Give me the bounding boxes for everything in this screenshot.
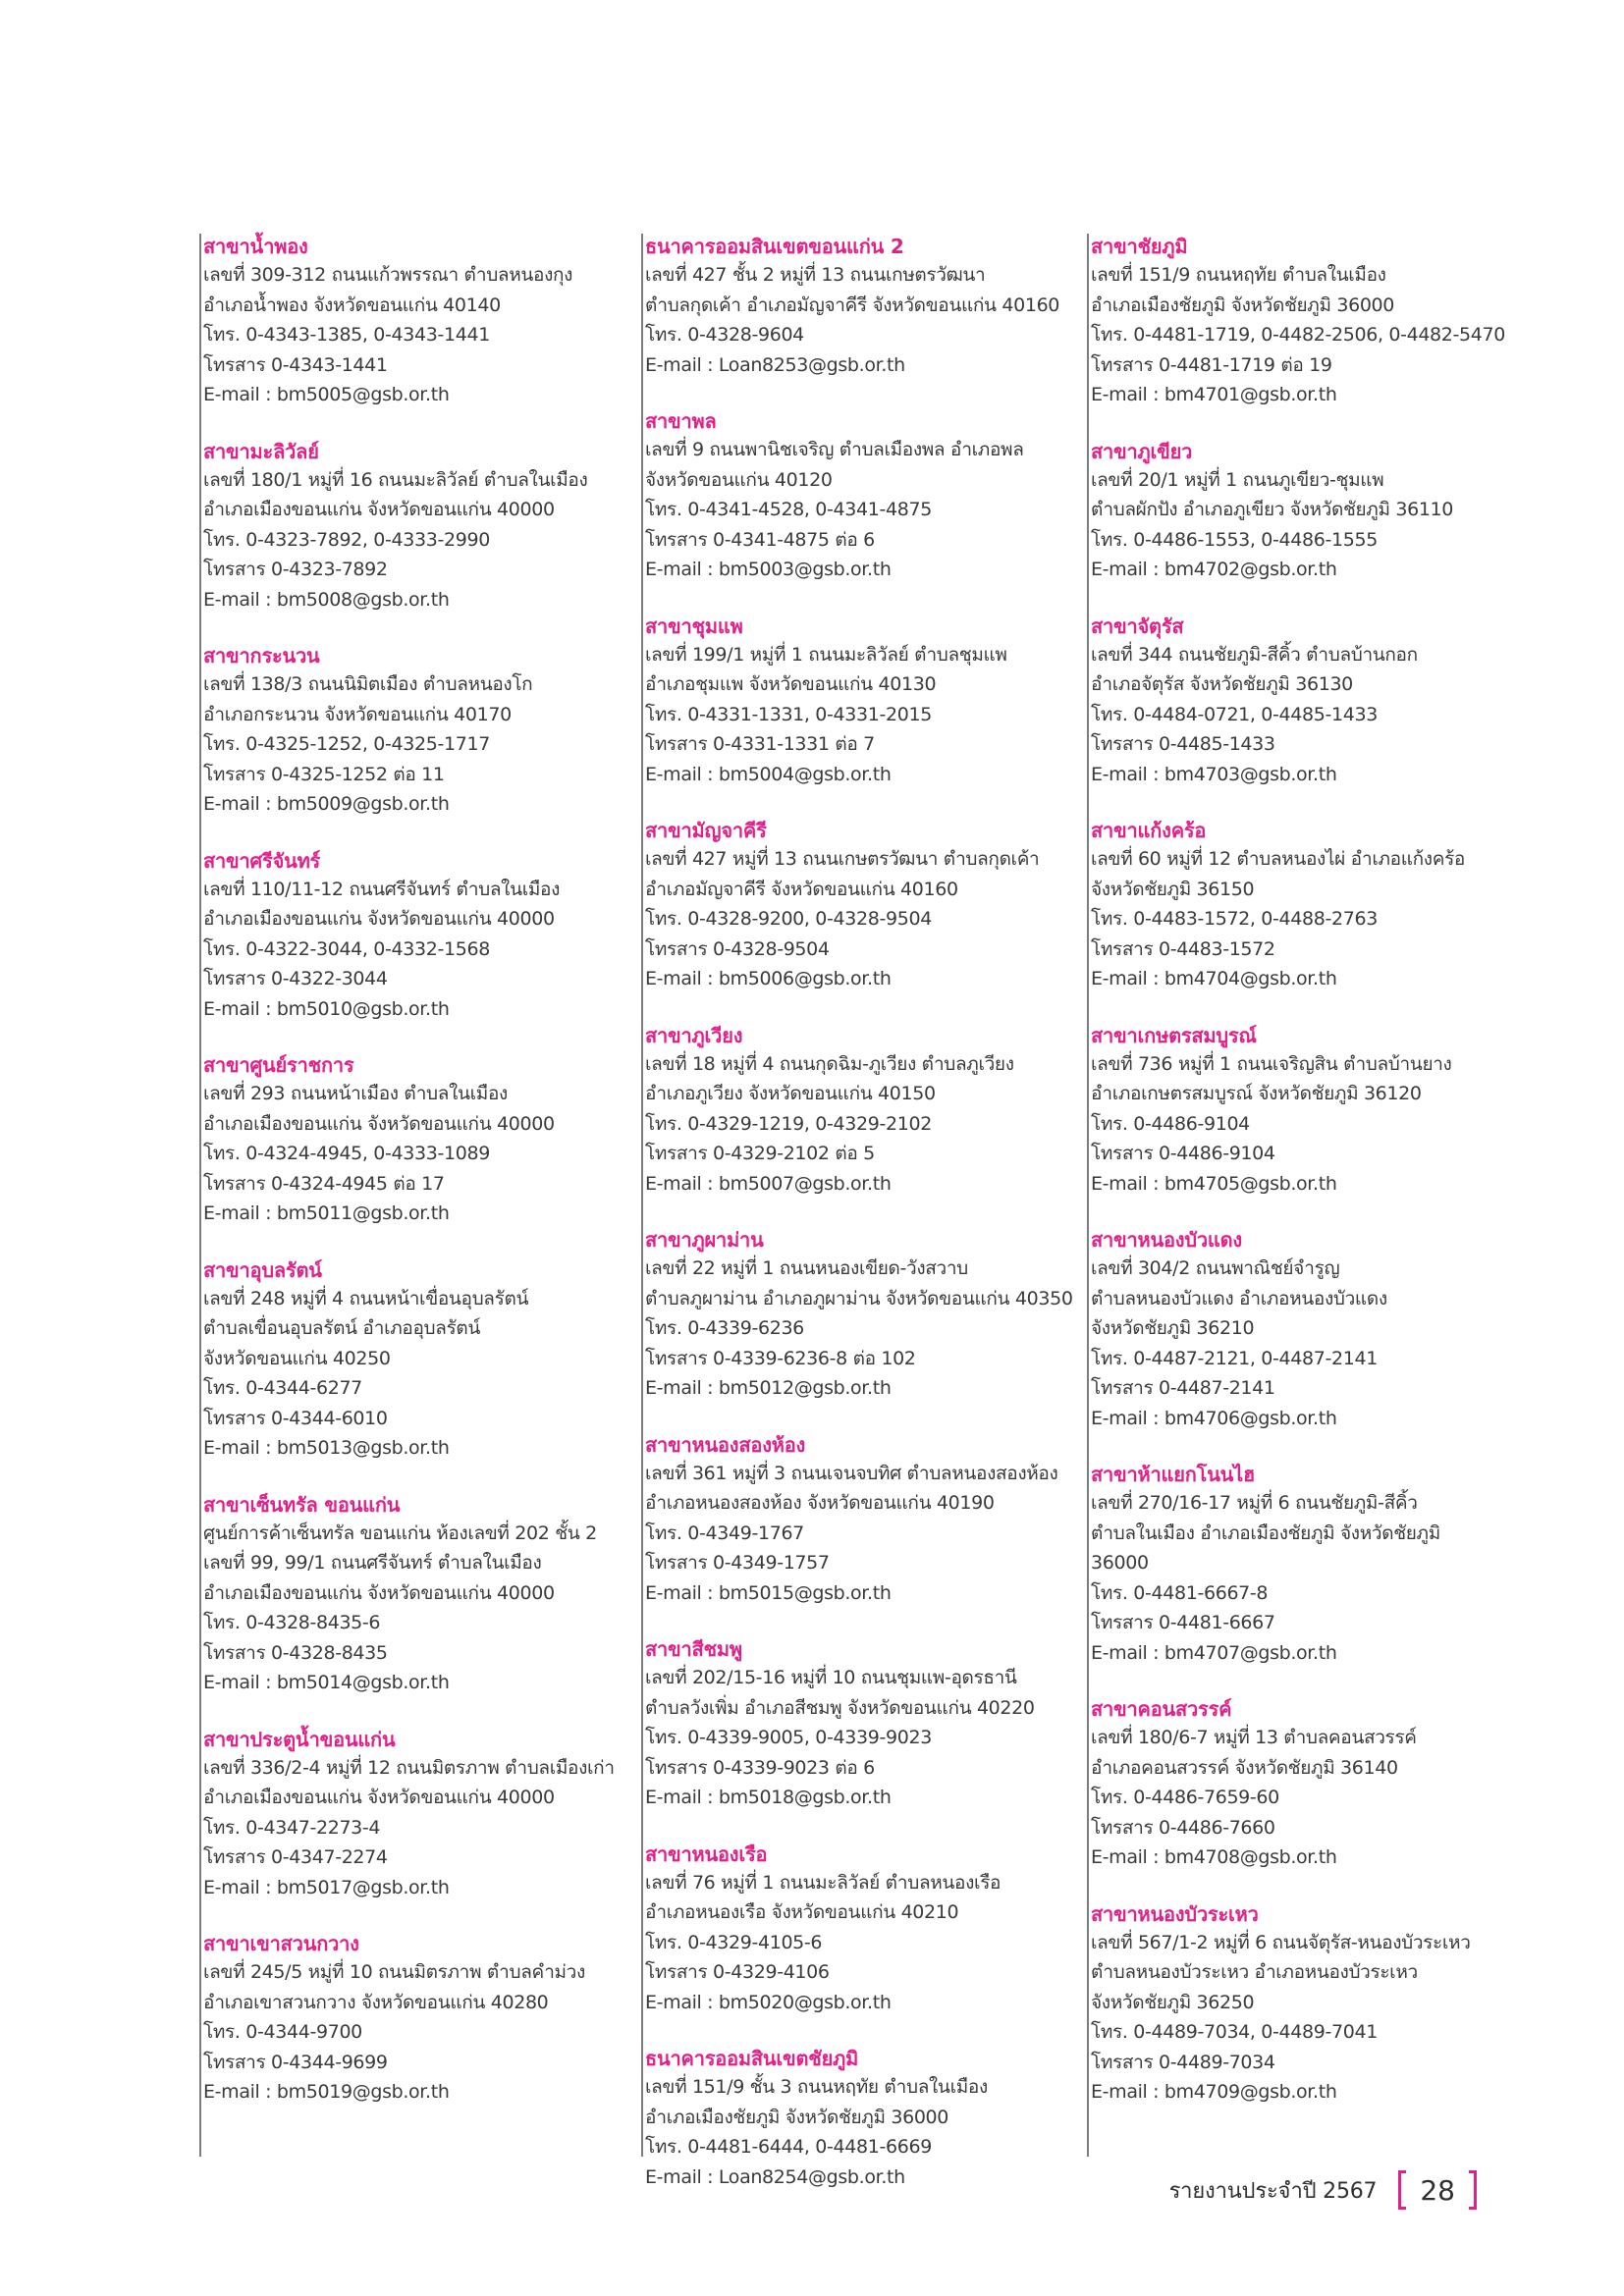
branch-detail-line: อำเภอเมืองขอนแก่น จังหวัดขอนแก่น 40000 (203, 1112, 555, 1135)
branch-detail-line: โทร. 0-4329-1219, 0-4329-2102 (645, 1112, 932, 1135)
branch-entry (203, 1257, 622, 1464)
branch-entry (203, 1727, 622, 1903)
branch-email: E-mail : bm5003@gsb.or.th (645, 559, 892, 580)
left-bracket-icon (1398, 2170, 1406, 2210)
branch-email: E-mail : bm4702@gsb.or.th (1091, 559, 1337, 580)
right-bracket-icon (1469, 2170, 1477, 2210)
branch-entry (645, 1227, 1073, 1404)
branch-detail-line: โทร. 0-4331-1331, 0-4331-2015 (645, 703, 932, 725)
branch-detail-line: เลขที่ 110/11-12 ถนนศรีจันทร์ ตำบลในเมือง (203, 878, 561, 900)
branch-detail-line: เลขที่ 567/1-2 หมู่ที่ 6 ถนนจัตุรัส-หนองบัวระเหว (1091, 1931, 1471, 1953)
branch-title: สาขาเกษตรสมบูรณ์ (1091, 1023, 1257, 1047)
branch-detail-line: เลขที่ 293 ถนนหน้าเมือง ตำบลในเมือง (203, 1083, 508, 1104)
branch-detail-line: โทรสาร 0-4324-4945 ต่อ 17 (203, 1172, 445, 1195)
branch-detail-line: โทร. 0-4487-2121, 0-4487-2141 (1091, 1347, 1378, 1369)
branch-title: สาขาพล (645, 409, 717, 433)
branch-title: สาขาหนองบัวระเหว (1091, 1901, 1259, 1926)
branch-email: E-mail : bm4709@gsb.or.th (1091, 2081, 1337, 2103)
branch-entry (645, 1432, 1073, 1609)
branch-detail-line: อำเภอเกษตรสมบูรณ์ จังหวัดชัยภูมิ 36120 (1091, 1083, 1422, 1104)
branch-detail-line: โทรสาร 0-4349-1757 (645, 1552, 830, 1574)
branch-detail-line: อำเภอน้ำพอง จังหวัดขอนแก่น 40140 (203, 294, 501, 316)
branch-entry (1091, 1023, 1519, 1200)
branch-entry (203, 848, 622, 1025)
branch-detail-line: โทร. 0-4323-7892, 0-4333-2990 (203, 528, 490, 551)
branch-detail-line: เลขที่ 20/1 หมู่ที่ 1 ถนนภูเขียว-ชุมแพ (1091, 468, 1384, 491)
branch-detail-line: อำเภอเมืองขอนแก่น จังหวัดขอนแก่น 40000 (203, 1581, 555, 1604)
branch-email: E-mail : bm5012@gsb.or.th (645, 1377, 892, 1399)
branch-detail-line: เลขที่ 361 หมู่ที่ 3 ถนนเจนจบทิศ ตำบลหนองสองห้อง (645, 1462, 1058, 1484)
branch-title: สาขามัญจาคีรี (645, 819, 767, 842)
branch-detail-line: อำเภอกระนวน จังหวัดขอนแก่น 40170 (203, 703, 512, 725)
branch-detail-line: โทร. 0-4481-6444, 0-4481-6669 (645, 2136, 932, 2158)
branch-detail-line: จังหวัดชัยภูมิ 36250 (1091, 1991, 1255, 2013)
branch-detail-line: โทรสาร 0-4339-9023 ต่อ 6 (645, 1756, 875, 1779)
branch-email: E-mail : bm5004@gsb.or.th (645, 763, 892, 785)
branch-email: E-mail : bm5007@gsb.or.th (645, 1172, 892, 1195)
branch-email: E-mail : bm5013@gsb.or.th (203, 1437, 450, 1459)
branch-entry (1091, 1462, 1519, 1668)
branch-title: สาขาหนองเรือ (645, 1842, 768, 1866)
branch-detail-line: โทร. 0-4481-6667-8 (1091, 1581, 1269, 1604)
branch-detail-line: โทรสาร 0-4328-8435 (203, 1641, 388, 1664)
branch-detail-line: โทรสาร 0-4481-1719 ต่อ 19 (1091, 353, 1332, 376)
branch-entry (645, 614, 1073, 790)
branch-detail-line: เลขที่ 427 ชั้น 2 หมู่ที่ 13 ถนนเกษตรวัฒนา (645, 264, 986, 286)
branch-detail-line: เลขที่ 199/1 หมู่ที่ 1 ถนนมะลิวัลย์ ตำบลชุมแพ (645, 643, 1007, 666)
branch-detail-line: เลขที่ 138/3 ถนนนิมิตเมือง ตำบลหนองโก (203, 673, 533, 695)
branch-detail-line: โทร. 0-4339-6236 (645, 1317, 804, 1339)
branch-email: E-mail : bm4705@gsb.or.th (1091, 1172, 1337, 1195)
branch-detail-line: ตำบลภูผาม่าน อำเภอภูผาม่าน จังหวัดขอนแก่น 40350 (645, 1287, 1073, 1309)
branch-title: สาขาแก้งคร้อ (1091, 819, 1207, 842)
branch-detail-line: โทรสาร 0-4485-1433 (1091, 733, 1275, 755)
branch-title: สาขาประตูน้ำขอนแก่น (203, 1727, 396, 1751)
branch-title: สาขาชุมแพ (645, 614, 743, 638)
branch-title: สาขาน้ำพอง (203, 235, 308, 258)
branch-entry (645, 1023, 1073, 1200)
branch-detail-line: อำเภอคอนสวรรค์ จังหวัดชัยภูมิ 36140 (1091, 1756, 1398, 1779)
branch-detail-line: โทร. 0-4328-9200, 0-4328-9504 (645, 908, 932, 930)
branch-detail-line: โทร. 0-4329-4105-6 (645, 1931, 823, 1953)
branch-detail-line: โทร. 0-4325-1252, 0-4325-1717 (203, 733, 490, 755)
branch-detail-line: จังหวัดชัยภูมิ 36210 (1091, 1317, 1255, 1339)
branch-email: E-mail : bm5020@gsb.or.th (645, 1991, 892, 2013)
branch-detail-line: อำเภอเมืองชัยภูมิ จังหวัดชัยภูมิ 36000 (645, 2106, 949, 2128)
branch-entry (1091, 1696, 1519, 1873)
branch-detail-line: โทรสาร 0-4347-2274 (203, 1846, 388, 1868)
branch-title: สาขาศรีจันทร์ (203, 848, 321, 873)
branch-detail-line: เลขที่ 18 หมู่ที่ 4 ถนนกุดฉิม-ภูเวียง ตำบลภูเวียง (645, 1052, 1014, 1075)
branch-entry (203, 1931, 622, 2108)
branch-entry (203, 234, 622, 410)
branch-title: สาขาภูเวียง (645, 1023, 743, 1047)
branch-detail-line: อำเภอเมืองขอนแก่น จังหวัดขอนแก่น 40000 (203, 908, 555, 930)
branch-detail-line: โทรสาร 0-4328-9504 (645, 937, 830, 960)
branch-detail-line: เลขที่ 270/16-17 หมู่ที่ 6 ถนนชัยภูมิ-สีคิ้ว (1091, 1492, 1418, 1514)
branch-detail-line: อำเภอเมืองขอนแก่น จังหวัดขอนแก่น 40000 (203, 1787, 555, 1808)
branch-detail-line: อำเภอจัตุรัส จังหวัดชัยภูมิ 36130 (1091, 673, 1353, 695)
branch-detail-line: ตำบลในเมือง อำเภอเมืองชัยภูมิ จังหวัดชัยภูมิ (1091, 1522, 1440, 1544)
branch-detail-line: อำเภอเมืองขอนแก่น จังหวัดขอนแก่น 40000 (203, 499, 555, 520)
branch-entry (1091, 1901, 1519, 2108)
branch-email: E-mail : bm4701@gsb.or.th (1091, 384, 1337, 405)
branch-detail-line: โทร. 0-4484-0721, 0-4485-1433 (1091, 703, 1378, 725)
branch-detail-line: อำเภอหนองเรือ จังหวัดขอนแก่น 40210 (645, 1901, 959, 1923)
branch-email: E-mail : bm5006@gsb.or.th (645, 968, 892, 989)
branch-entry (203, 1052, 622, 1229)
branch-detail-line: อำเภอภูเวียง จังหวัดขอนแก่น 40150 (645, 1083, 936, 1104)
branch-detail-line: เลขที่ 344 ถนนชัยภูมิ-สีคิ้ว ตำบลบ้านกอก (1091, 643, 1418, 666)
branch-entry (1091, 818, 1519, 994)
branch-detail-line: อำเภอเขาสวนกวาง จังหวัดขอนแก่น 40280 (203, 1991, 549, 2013)
branch-detail-line: จังหวัดขอนแก่น 40120 (645, 468, 833, 491)
branch-title: สาขาศูนย์ราชการ (203, 1053, 354, 1077)
branch-entry (645, 2046, 1073, 2192)
column-2 (641, 234, 1073, 2188)
branch-entry (645, 1842, 1073, 2018)
branch-detail-line: โทร. 0-4481-1719, 0-4482-2506, 0-4482-5470 (1091, 324, 1505, 346)
branch-detail-line: จังหวัดชัยภูมิ 36150 (1091, 878, 1255, 900)
branch-detail-line: เลขที่ 202/15-16 หมู่ที่ 10 ถนนชุมแพ-อุดรธานี (645, 1667, 1017, 1688)
branch-title: ธนาคารออมสินเขตชัยภูมิ (645, 2047, 859, 2070)
branch-detail-line: โทรสาร 0-4331-1331 ต่อ 7 (645, 733, 875, 755)
branch-detail-line: จังหวัดขอนแก่น 40250 (203, 1347, 391, 1369)
branch-detail-line: โทรสาร 0-4486-9104 (1091, 1143, 1275, 1164)
branch-entry (1091, 614, 1519, 790)
branch-detail-line: เลขที่ 180/1 หมู่ที่ 16 ถนนมะลิวัลย์ ตำบลในเมือง (203, 468, 588, 491)
branch-detail-line: อำเภอเมืองชัยภูมิ จังหวัดชัยภูมิ 36000 (1091, 294, 1395, 316)
branch-detail-line: โทร. 0-4489-7034, 0-4489-7041 (1091, 2021, 1378, 2043)
branch-title: สาขาหนองสองห้อง (645, 1432, 806, 1457)
branch-detail-line: เลขที่ 22 หมู่ที่ 1 ถนนหนองเขียด-วังสวาบ (645, 1257, 968, 1279)
branch-detail-line: โทร. 0-4349-1767 (645, 1522, 804, 1544)
branch-entry (1091, 234, 1519, 410)
branch-detail-line: 36000 (1091, 1552, 1149, 1574)
branch-detail-line: โทรสาร 0-4341-4875 ต่อ 6 (645, 528, 875, 551)
branch-detail-line: เลขที่ 180/6-7 หมู่ที่ 13 ตำบลคอนสวรรค์ (1091, 1727, 1417, 1748)
branch-title: สาขากระนวน (203, 644, 320, 667)
branch-entry (1091, 1227, 1519, 1433)
branch-detail-line: โทร. 0-4483-1572, 0-4488-2763 (1091, 908, 1378, 930)
branch-email: E-mail : bm4704@gsb.or.th (1091, 968, 1337, 989)
branch-title: สาขาจัตุรัส (1091, 614, 1184, 638)
column-3 (1087, 234, 1519, 2157)
branch-entry (203, 643, 622, 820)
branch-email: E-mail : bm4707@gsb.or.th (1091, 1641, 1337, 1664)
branch-detail-line: เลขที่ 304/2 ถนนพาณิชย์จำรูญ (1091, 1257, 1340, 1279)
branch-title: สาขาคอนสวรรค์ (1091, 1697, 1232, 1721)
page-number: 28 (1420, 2173, 1455, 2207)
branch-entry (203, 1492, 622, 1698)
branch-detail-line: เลขที่ 99, 99/1 ถนนศรีจันทร์ ตำบลในเมือง (203, 1552, 542, 1574)
branch-detail-line: เลขที่ 76 หมู่ที่ 1 ถนนมะลิวัลย์ ตำบลหนองเรือ (645, 1871, 1001, 1894)
branch-email: E-mail : bm4708@gsb.or.th (1091, 1846, 1337, 1868)
branch-entry (645, 818, 1073, 994)
branch-detail-line: อำเภอหนองสองห้อง จังหวัดขอนแก่น 40190 (645, 1492, 995, 1514)
branch-title: สาขาภูเขียว (1091, 439, 1193, 463)
branch-detail-line: โทร. 0-4343-1385, 0-4343-1441 (203, 324, 490, 346)
branch-detail-line: โทร. 0-4347-2273-4 (203, 1816, 381, 1839)
branch-entry (645, 408, 1073, 585)
branch-detail-line: เลขที่ 245/5 หมู่ที่ 10 ถนนมิตรภาพ ตำบลคำม่วง (203, 1961, 585, 1983)
branch-email: E-mail : bm5014@gsb.or.th (203, 1672, 450, 1693)
branch-entry (1091, 439, 1519, 585)
branch-detail-line: โทร. 0-4324-4945, 0-4333-1089 (203, 1143, 490, 1164)
branch-detail-line: ตำบลเขื่อนอุบลรัตน์ อำเภออุบลรัตน์ (203, 1317, 481, 1339)
branch-email: E-mail : Loan8254@gsb.or.th (645, 2165, 905, 2188)
branch-title: สาขามะลิวัลย์ (203, 439, 319, 463)
branch-detail-line: โทรสาร 0-4483-1572 (1091, 937, 1275, 960)
branch-detail-line: ตำบลหนองบัวระเหว อำเภอหนองบัวระเหว (1091, 1961, 1418, 1983)
branch-detail-line: ศูนย์การค้าเซ็นทรัล ขอนแก่น ห้องเลขที่ 202 ชั้น 2 (203, 1522, 597, 1544)
branch-email: E-mail : bm5005@gsb.or.th (203, 384, 450, 405)
branch-email: E-mail : bm4703@gsb.or.th (1091, 763, 1337, 785)
branch-title: สาขาเขาสวนกวาง (203, 1932, 359, 1955)
branch-entry (645, 234, 1073, 380)
branch-title: สาขาเซ็นทรัล ขอนแก่น (203, 1492, 401, 1517)
branch-detail-line: เลขที่ 427 หมู่ที่ 13 ถนนเกษตรวัฒนา ตำบลกุดเค้า (645, 848, 1040, 870)
branch-detail-line: ตำบลหนองบัวแดง อำเภอหนองบัวแดง (1091, 1287, 1387, 1309)
branch-detail-line: โทรสาร 0-4325-1252 ต่อ 11 (203, 763, 445, 785)
branch-detail-line: โทร. 0-4486-7659-60 (1091, 1787, 1279, 1808)
branch-detail-line: ตำบลผักปัง อำเภอภูเขียว จังหวัดชัยภูมิ 36110 (1091, 499, 1454, 520)
branch-detail-line: โทรสาร 0-4344-9699 (203, 2051, 388, 2073)
branch-detail-line: โทรสาร 0-4329-4106 (645, 1961, 830, 1983)
branch-detail-line: โทร. 0-4341-4528, 0-4341-4875 (645, 499, 932, 520)
branch-detail-line: โทร. 0-4344-9700 (203, 2021, 362, 2043)
branch-detail-line: เลขที่ 9 ถนนพานิชเจริญ ตำบลเมืองพล อำเภอพล (645, 439, 1024, 460)
branch-detail-line: เลขที่ 151/9 ชั้น 3 ถนนหฤทัย ตำบลในเมือง (645, 2076, 988, 2098)
branch-title: สาขาชัยภูมิ (1091, 235, 1188, 258)
branch-email: E-mail : bm5017@gsb.or.th (203, 1876, 450, 1898)
branch-entry (645, 1636, 1073, 1813)
branch-title: สาขาห้าแยกโนนไฮ (1091, 1463, 1256, 1486)
branch-title: สาขาอุบลรัตน์ (203, 1257, 322, 1282)
branch-title: ธนาคารออมสินเขตขอนแก่น 2 (645, 235, 904, 258)
branch-email: E-mail : Loan8253@gsb.or.th (645, 353, 905, 376)
column-1 (199, 234, 622, 2157)
branch-email: E-mail : bm5008@gsb.or.th (203, 588, 450, 611)
branch-entry (203, 439, 622, 615)
branch-email: E-mail : bm5015@gsb.or.th (645, 1581, 892, 1604)
branch-detail-line: โทรสาร 0-4322-3044 (203, 968, 388, 989)
branch-detail-line: เลขที่ 336/2-4 หมู่ที่ 12 ถนนมิตรภาพ ตำบลเมืองเก่า (203, 1756, 615, 1779)
branch-detail-line: เลขที่ 60 หมู่ที่ 12 ตำบลหนองไผ่ อำเภอแก้งคร้อ (1091, 848, 1465, 870)
branch-detail-line: ตำบลกุดเค้า อำเภอมัญจาคีรี จังหวัดขอนแก่น 40160 (645, 294, 1060, 316)
branch-email: E-mail : bm5018@gsb.or.th (645, 1787, 892, 1808)
branch-detail-line: โทรสาร 0-4487-2141 (1091, 1377, 1275, 1399)
branch-detail-line: ตำบลวังเพิ่ม อำเภอสีชมพู จังหวัดขอนแก่น 40220 (645, 1696, 1035, 1719)
branch-detail-line: เลขที่ 248 หมู่ที่ 4 ถนนหน้าเขื่อนอุบลรัตน์ (203, 1287, 529, 1309)
page-footer (1169, 2164, 1477, 2216)
branch-detail-line: อำเภอมัญจาคีรี จังหวัดขอนแก่น 40160 (645, 878, 958, 900)
branch-detail-line: โทร. 0-4486-1553, 0-4486-1555 (1091, 528, 1378, 551)
branch-email: E-mail : bm4706@gsb.or.th (1091, 1407, 1337, 1429)
branch-detail-line: โทรสาร 0-4329-2102 ต่อ 5 (645, 1143, 875, 1164)
report-label: รายงานประจำปี 2567 (1168, 2178, 1378, 2204)
branch-email: E-mail : bm5010@gsb.or.th (203, 997, 450, 1020)
branch-detail-line: เลขที่ 309-312 ถนนแก้วพรรณา ตำบลหนองกุง (203, 264, 573, 286)
branch-detail-line: โทรสาร 0-4489-7034 (1091, 2051, 1275, 2073)
branch-title: สาขาหนองบัวแดง (1091, 1228, 1242, 1252)
branch-detail-line: โทรสาร 0-4339-6236-8 ต่อ 102 (645, 1347, 916, 1369)
branch-detail-line: โทร. 0-4339-9005, 0-4339-9023 (645, 1727, 932, 1748)
branch-detail-line: โทรสาร 0-4486-7660 (1091, 1816, 1275, 1839)
branch-detail-line: เลขที่ 736 หมู่ที่ 1 ถนนเจริญสิน ตำบลบ้านยาง (1091, 1052, 1452, 1075)
branch-detail-line: โทร. 0-4328-8435-6 (203, 1612, 381, 1633)
branch-detail-line: โทรสาร 0-4344-6010 (203, 1407, 388, 1429)
branch-detail-line: โทร. 0-4322-3044, 0-4332-1568 (203, 937, 490, 960)
branch-email: E-mail : bm5011@gsb.or.th (203, 1202, 450, 1224)
branch-detail-line: โทรสาร 0-4481-6667 (1091, 1612, 1275, 1633)
branch-detail-line: โทรสาร 0-4343-1441 (203, 353, 388, 376)
branch-detail-line: เลขที่ 151/9 ถนนหฤทัย ตำบลในเมือง (1091, 264, 1386, 286)
branch-title: สาขาสีชมพู (645, 1637, 742, 1661)
branch-detail-line: อำเภอชุมแพ จังหวัดขอนแก่น 40130 (645, 673, 937, 695)
branch-detail-line: โทร. 0-4486-9104 (1091, 1112, 1250, 1135)
branch-email: E-mail : bm5009@gsb.or.th (203, 793, 450, 815)
branch-email: E-mail : bm5019@gsb.or.th (203, 2081, 450, 2103)
branch-title: สาขาภูผาม่าน (645, 1228, 764, 1252)
branch-detail-line: โทรสาร 0-4323-7892 (203, 559, 388, 580)
branch-detail-line: โทร. 0-4328-9604 (645, 324, 804, 346)
branch-detail-line: โทร. 0-4344-6277 (203, 1377, 362, 1399)
